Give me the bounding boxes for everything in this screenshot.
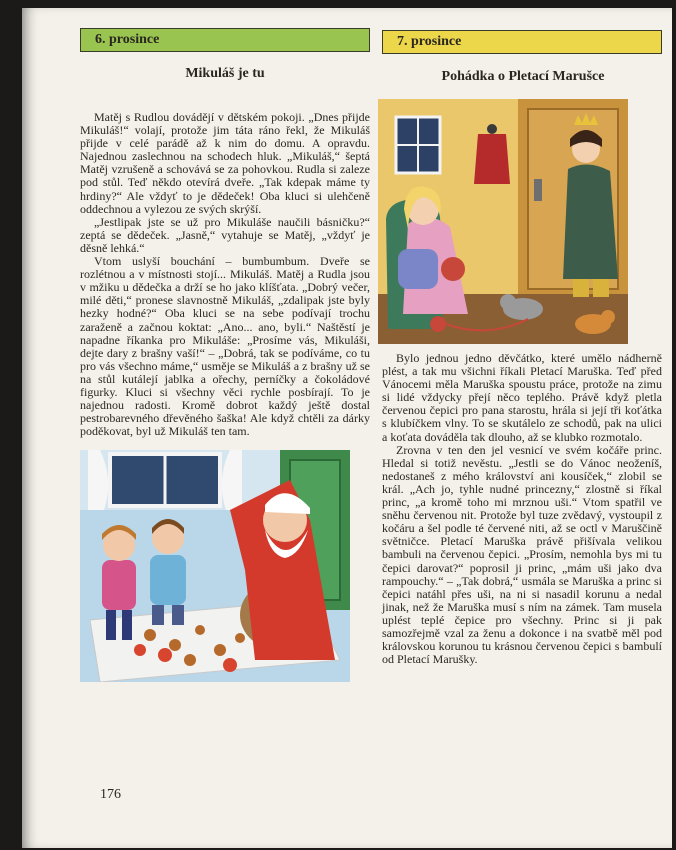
column-december-6	[80, 28, 370, 682]
date-header-6: 6. prosince	[80, 28, 370, 52]
illustration-st-nicholas	[80, 450, 350, 682]
story-title-mikulas: Mikuláš je tu	[185, 66, 265, 81]
paragraph: Vtom uslyší bouchání – bumbumbum. Dveře se rozlétnou a v místnosti stojí... Mikuláš. Matěj a Rudla jsou v mžiku u dědečka a drží se ho jako klíšťata. „Dobrý večer, milé děti,“ pronese slavnostně Mikuláš, „zdalipak jste byly hezky hodné?“ Oba kluci se na sebe podívají trochu zaraženě a začnou koktat: „Ano... ano, byli.“ Naštěstí je napadne říkanka pro Mikuláše: „Prosíme vás, Mikuláši, dejte dary z brašny vaší!“ – „Dobrá, tak se podíváme, co tu pro vás všechno máme,“ usměje se Mikuláš a z brašny už se na stůl kutálejí jablka a ořechy, perníčky a čokoládové figurky. Kluci si všechny věci rychle posbírají. To je najednou radosti. Kromě dobrot každý ještě dostal pestrobarevného dřevěného šaška! Ale když chtěli za dárky poděkovat, byl už Mikuláš ten tam.	[80, 254, 370, 439]
paragraph: Zrovna v ten den jel vesnicí ve svém kočáře princ. Hledal si totiž nevěstu. „Jestli se do Vánoc neoženíš, nedostaneš z mého království ani kousíček,“ zlobil se král. „Ach jo, tyhle nudné princezny,“ zlostně si říkal princ, „a kromě toho mi mrznou uši.“ Vtom spatřil ve sněhu červenou nit. Protože byl tuze zvědavý, vystoupil z kočáru a šel podle té červené niti, až se octl v Maruščině světničce. Pletací Maruška právě přišívala velikou bambuli na červenou čepici. „Prosím, nemohla bys mi tu čepici darovat?“ poprosil ji princ, „mám uši jako dva rampouchy.“ – „Tak dobrá,“ usmála se Maruška a princ si čepici natáhl přes uši, na ni si nasadil korunu a nedal jinak, než že Maruška musí s ním na zámek. Tam musela uplést teplé čepice pro všechny. Princ si ji pak samozřejmě vzal za ženu a dokonce i na svatbě měl pod královskou korunou tu krásnou červenou čepici s bambulí od Pletací Marušky.	[382, 442, 662, 667]
story-title-maruska: Pohádka o Pletací Marušce	[441, 69, 605, 84]
page-number: 176	[100, 787, 121, 802]
book-page	[22, 8, 672, 848]
paragraph: Bylo jednou jedno děvčátko, které umělo nádherně plést, a tak mu všichni říkali Pletací Maruška. Teď před Vánocemi měla Maruška spoustu práce, protože na zimu si lidé vždycky přejí něco teplého. Právě když pletla červenou čepici pro pana starostu, hrála si její tři koťátka s klubíčkem vlny. To se skutálelo ze schodů, pak na ulici a koťata dováděla tak dlouho, až se klubko rozmotalo.	[382, 351, 662, 444]
date-header-7: 7. prosince	[382, 30, 662, 54]
paragraph: Matěj s Rudlou dovádějí v dětském pokoji. „Dnes přijde Mikuláš!“ volají, protože jim táta ráno řekl, že Mikuláš přijde v celé parádě až k nim do domu. A opravdu. Najednou zaslechnou na schodech hluk. „Mikuláš,“ šeptá Matěj vzrušeně a schovává se za pohovkou. Rudla si zaleze pod stůl. Teď někdo otevírá dveře. „Tak kdepak máme ty hrdiny?“ Ale vždyť to je dědeček! Oba kluci si ulehčeně oddechnou a vylezou ze svých skrýší.	[80, 110, 370, 216]
story-text-mikulas	[80, 111, 370, 438]
column-december-7	[372, 30, 662, 666]
paragraph: „Jestlipak jste se už pro Mikuláše naučili básničku?“ zeptá se dědeček. „Jasně,“ vytahuje se Matěj, „vždyť je děsně lehká.“	[80, 214, 370, 255]
story-text-maruska	[382, 352, 662, 666]
illustration-knitting-maruska	[378, 99, 628, 344]
